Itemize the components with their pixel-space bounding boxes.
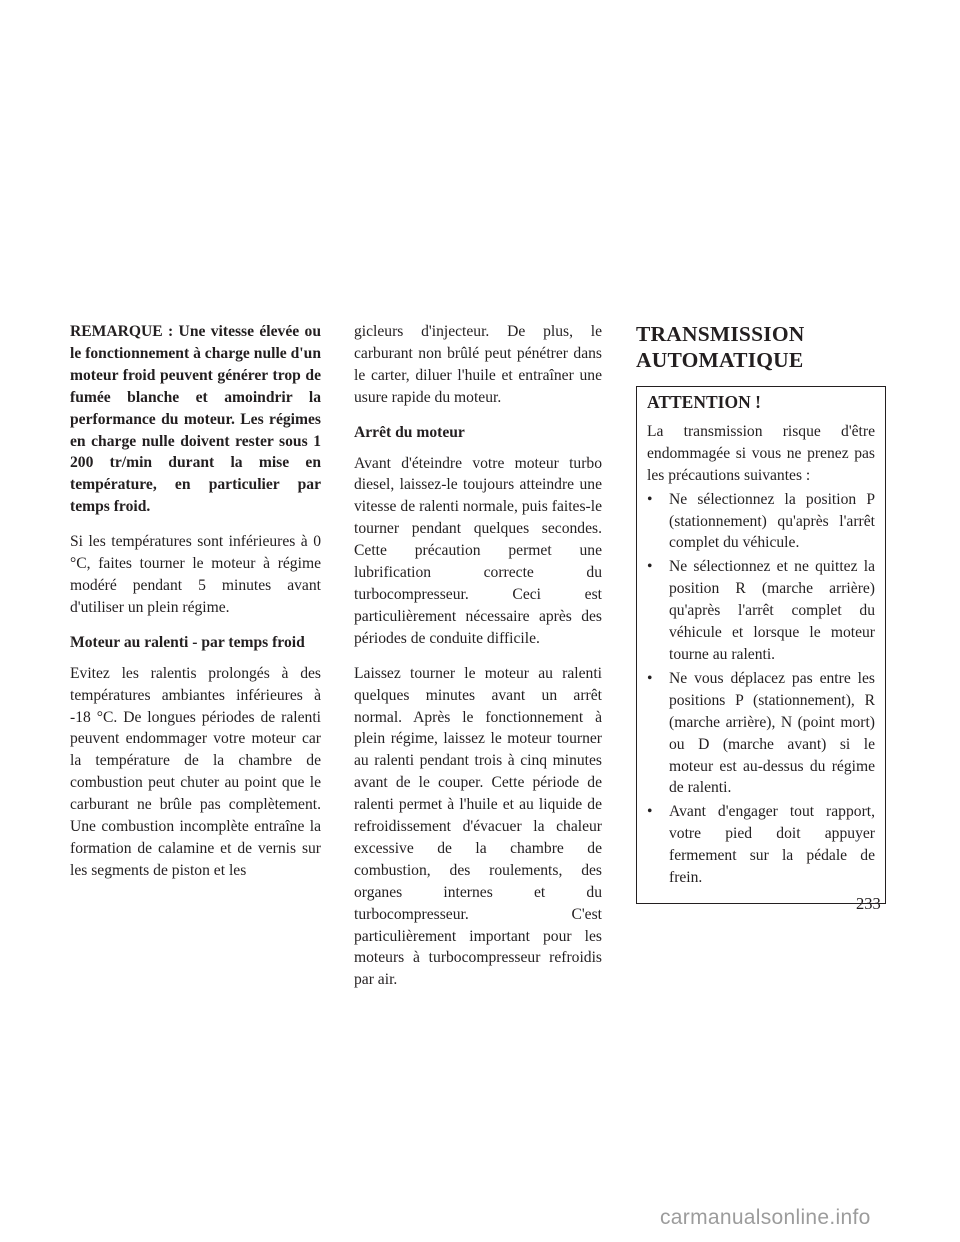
section-title [636,321,886,373]
bullet-icon: • [647,490,653,508]
warning-item [647,801,875,889]
remark-note: REMARQUE : Une vitesse élevée ou le fonctionnement à charge nulle d'un moteur froid peuvent générer trop de fumée blanche et amoindrir la performance du moteur. Les régimes en charge nulle doivent rester sous 1 200 tr/min durant la mise en température, en particulier par temps froid. [70,323,321,516]
warning-item-text: Avant d'engager tout rapport, votre pied doit appuyer fermement sur la pédale de frein. [669,803,875,887]
warning-item-text: Ne vous déplacez pas entre les positions P (stationnement), R (marche arrière), N (point mort) ou D (marche avant) si le moteur est au-dessus du régime de ralenti. [669,669,875,797]
warning-box [636,386,886,904]
page-number: 233 [856,894,881,913]
column-right [636,321,886,904]
continued-paragraph: gicleurs d'injecteur. De plus, le carburant non brûlé peut pénétrer dans le carter, diluer l'huile et entraîner une usure rapide du moteur. [354,323,602,406]
cold-temperature-paragraph: Si les températures sont inférieures à 0 °C, faites tourner le moteur à régime modéré pendant 5 minutes avant d'utiliser un plein régime. [70,533,321,616]
warning-list [647,489,875,889]
warning-intro: La transmission risque d'être endommagée si vous ne prenez pas les précautions suivantes : [647,422,875,484]
engine-stop-paragraph: Avant d'éteindre votre moteur turbo diesel, laissez-le toujours atteindre une vitesse de ralenti normale, puis faites-le tourner pendant quelques secondes. Cette précaution permet une lubrification correcte du turbocompresseur. Ceci est particulièrement nécessaire après des périodes de conduite difficile. [354,454,602,647]
idle-cold-paragraph: Evitez les ralentis prolongés à des températures ambiantes inférieures à -18 °C. De longues périodes de ralenti peuvent endommager votre moteur car la température de la chambre de combustion peut chuter au point que le carburant ne brûle pas complètement. Une combustion incomplète entraîne la formation de calamine et de vernis sur les segments de piston et les [70,664,321,879]
section-title-line1: TRANSMISSION [636,322,805,346]
column-middle [354,321,602,1004]
warning-title: ATTENTION ! [647,392,761,412]
section-title-line2: AUTOMATIQUE [636,348,804,372]
idle-cold-heading: Moteur au ralenti - par temps froid [70,633,305,651]
bullet-icon: • [647,669,653,687]
bullet-icon: • [647,558,653,576]
warning-item [647,556,875,666]
warning-item [647,668,875,799]
warning-item-text: Ne sélectionnez et ne quittez la position R (marche arrière) qu'après l'arrêt complet du véhicule et lorsque le moteur tourne au ralenti. [669,558,875,663]
column-left [70,321,321,895]
watermark: carmanualsonline.info [660,1206,871,1229]
warning-item [647,489,875,555]
idle-before-stop-paragraph: Laissez tourner le moteur au ralenti quelques minutes avant un arrêt normal. Après le fonctionnement à plein régime, laissez le moteur tourner au ralenti pendant trois à cinq minutes avant de le couper. Cette période de ralenti permet à l'huile et au liquide de refroidissement d'évacuer la chaleur excessive de la chambre de combustion, des roulements, des organes internes et du turbocompresseur. C'est particulièrement important pour les moteurs à turbocompresseur refroidis par air. [354,664,602,989]
warning-item-text: Ne sélectionnez la position P (stationnement) qu'après l'arrêt complet du véhicule. [669,490,875,552]
bullet-icon: • [647,803,653,821]
engine-stop-heading: Arrêt du moteur [354,423,465,441]
